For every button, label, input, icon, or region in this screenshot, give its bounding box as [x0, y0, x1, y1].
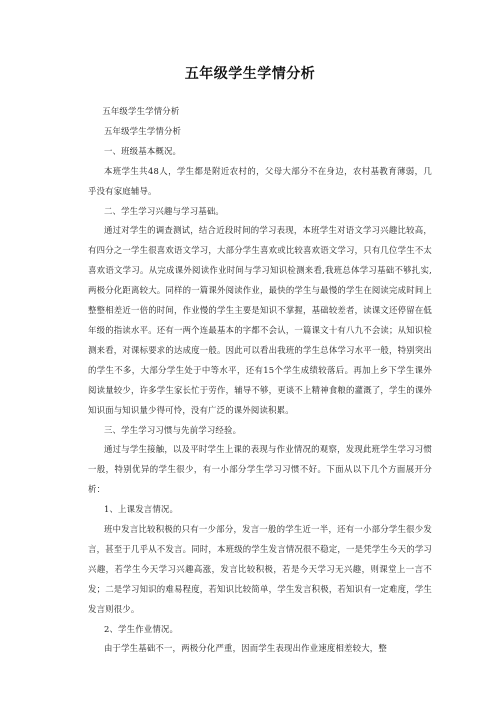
document-body — [88, 102, 432, 659]
document-title: 五年级学生学情分析 — [184, 66, 316, 82]
paragraph: 通过与学生接触，以及平时学生上课的表现与作业情况的观察，发现此班学生学习习惯一般，特别优异的学生很少，有一小部分学生学习习惯不好。下面从以下几个方面展开分析： — [88, 444, 432, 495]
paragraph: 通过对学生的调查测试，结合近段时间的学习表现，本班学生对语文学习兴趣比较高，有四分之一学生很喜欢语文学习，大部分学生喜欢或比较喜欢语文学习，只有几位学生不太喜欢语文学习。从完成课外阅读作业时间与学习知识检测来看,我班总体学习基础不够扎实,两极分化距离较大。同样的一篇课外阅读作业，最快的学生与最慢的学生在阅读完成时间上整整相差近一倍的时间，作业慢的学生主要是知识不掌握，基础较差者，读课文还停留在低年级的指读水平。还有一两个连最基本的字都不会认，一篇课文十有八九不会读；从知识检测来看，对课标要求的达成度一般。因此可以看出我班的学生总体学习水平一般，特别突出的学生不多，大部分学生处于中等水平，还有15个学生成绩较落后。再加上乡下学生课外阅读量较少，许多学生家长忙于劳作，辅导不够，更谈不上精神食粮的灌溉了，学生的课外知识面与知识量少得可怜，没有广泛的课外阅读积累。 — [88, 225, 432, 415]
subsection-heading: 1、上课发言情况。 — [103, 504, 179, 515]
paragraph: 本班学生共48人，学生都是附近农村的，父母大部分不在身边，农村基教育薄弱，几乎没有家庭辅导。 — [88, 165, 432, 196]
paragraph: 由于学生基础不一，两极分化严重，因而学生表现出作业速度相差较大，整 — [103, 643, 387, 654]
section-heading: 三、学生学习习惯与先前学习经验。 — [103, 424, 242, 435]
paragraph: 五年级学生学情分析 — [102, 106, 180, 116]
subsection-heading: 2、学生作业情况。 — [103, 623, 179, 634]
paragraph: 五年级学生学情分析 — [103, 125, 182, 136]
section-heading: 二、学生学习兴趣与学习基础。 — [103, 205, 225, 216]
paragraph: 班中发言比较积极的只有一少部分，发言一般的学生近一半，还有一小部分学生很少发言，甚至于几乎从不发言。同时，本班级的学生发言情况很不稳定，一是凭学生今天的学习兴趣，若学生今天学习兴趣高涨，发言比较积极，若是今天学习无兴趣，则课堂上一言不发；二是学习知识的难易程度，若知识比较简单，学生发言积极，若知识有一定难度，学生发言则很少。 — [88, 524, 432, 614]
section-heading: 一、班级基本概况。 — [103, 145, 182, 156]
